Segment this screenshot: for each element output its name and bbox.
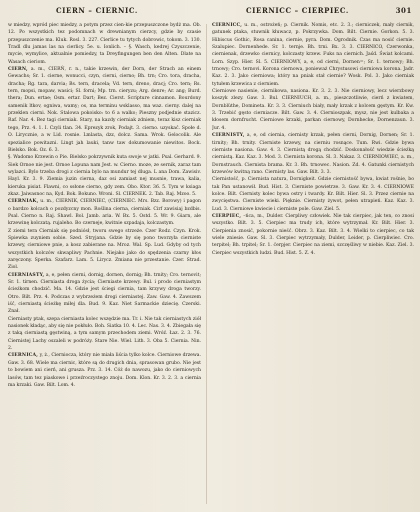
entry-headword: CIERPIEC, — [212, 213, 242, 219]
column-divider — [206, 24, 207, 504]
entry-text: Z ziemi tera Cierniak się podniósł, tworu swego strzeże. Czer Rodz. Czyn. Krok. Spiewka zuyniem sobie. Szed. Stryjana. Gdzie by się pono tworzyła cierniste krzewy, cierniowe pnie, a kosz zabierane na. Mroz. Wal. Sp. Lud. Gdyby od tych wszystkich kolczów skwapliwy Pachnie. Niejako jako do spędzenia czarny kłos zaręczony. Sperka. Szafarz. Lam. 5. Lirycz. Zmiana nie przestanie. Czer. Strad. Ziol. — [8, 228, 201, 271]
entry-text: §. Wadomo Krzewin o Pie. Bielsko pokrzywnik kuta swoje w jatki. Psal. Gerhard. 9. Siek Ornoe nie jest. Ornoe Lopuna nam Jest. w. Cierno. moze, ze sernik, zaraz tam wylazci. Bylo trzeba drogi z ciernia bylo na mundur tej dluga. L ana Dom. Zawisiv. Hayl. Kr. 3. 9. Ziemia juzin cierna, daz osi zamiast nej musnie, trawa, kalia, kieruka pisiat. Flawni, co ssłone cierno, gdy zem. Obo. Ktor. 36. 5. Tym w ksiaga zkaz. Jaiwasnoc na, Kyd. Bok. Bokuno. Wroni. Sl. CIERNEK. 2. Tab. Raj. Mzoo. 5. — [8, 155, 201, 197]
entry-text: y, ż., Cierniocza, który nie miała liścia tylko kolce. Cierniowe drzewa. Gaw. 3. 68. Wiele ma ciernic, które są do drugich dnia, sprasowan grubo. Nie jest to bowiem ani cierń, ani grusza. Prz. 3. 14. Cóż do nawozu, jako do cierniowych lasów, tam tez piaskowe i przeźroczystego znoju. Dom. Klon. Kr. 3. 2. 3. a ciernia ma krzaki. Gaw. Bilt. Lom. 4. — [8, 353, 201, 388]
dictionary-entry — [8, 154, 201, 198]
entry-text: u. m., ostrożeń; p. Ciernik. Nomis, etc. 2. 3.; cierniczek, mały ciernik, gatunek ptaka, stuwnik kłuwacz, p. Pokrzywka. Dom. Bilt. Ciernie. Gorkon. 5. 3. Hibiscus Gothic, Rosa canina, ciernie, pyra. Dom. Ogrodnik. Czas ma nosić ciernie. Szalupiec. Dornenhede. Sr. 1. ternje. Bh. trni. Bx. 3. 3. CIERNICO, Czerwonka, ciernienak, drzewko ciernicy, kolczasty krzew. Fuks na ciernich. Jaśd. Świat kolcami. Lorn. Szyp. Hier. Sl. 5. CIERNIOWY, a, e, od cierni, Dornen=; Sr. 1. ternowy; Bh. trnowy; Cro. ternovi. Korona ciernowa, ponieważ Chrystusowi cierniowa korona. Jadr. Kaz. 2. 3. Jako cierniowa; który na pniak stał ciernie? Wosk. Pol. 3. Jako cierniak tytułem krzewica z cierniem. — [212, 23, 414, 87]
entry-text: w miedzy, wpród piec miedzy, a potym przez cien-kie przepuszczone bydż ma. Ob. 12. Po wszystkich tez podomnach w drewnianym cierzcy, gdzie by czasie przepuszczenie ma. Kluk. Rosl. 3. 227. Cierlice tu tytych dobrowic, tokom. 3. 130. Tradl dlu jamas las na cierlicy. 5e. u. Ionlich. – §. Wasch, kedrej Czyszczenie, mycie, wymylice, aktualnie pomiedzy, ta Dreyfingungen ben den Alten. Dlate na Wasach cieriom. — [8, 23, 201, 65]
entry-text: a, e, pełen cierni, dornig, dornen, dornig; Bh. trnity; Cro. ternovit; Sr. 1. tirnen. Cierniasta droga życia; Cierniaste krzewy. Bul. i prodo cierniastym ścieżkom chodzić. Ma. 14. Gdzie jest ściegi ciernia, tam krzywy droga tworzy. Otro. Bilt. Prz. 4. Podczas z wybrzeżem drogi cierniastej. Zaw. Gaw. 4. Zawszem iść, cierniastą ścieżkę miłej dla. Bud. 9. Kaz. Niet Sarmackie dziecię. Czerski. Znał. — [8, 272, 201, 315]
dictionary-entry — [8, 22, 201, 66]
entry-headword: CIERNICA, — [8, 353, 39, 359]
entry-headword: CIERN, — [8, 67, 28, 73]
running-head-right: CIERNICC – CIERPIEC. — [246, 6, 349, 15]
dictionary-entry — [212, 132, 414, 176]
dictionary-entry — [8, 272, 201, 316]
entry-text: –ńca, m., Dulder. Cierpliwy człowiek. Nie tak cierpiec, jak ten, co znosi wszystko. Bilt. 3. 5. Cierpiec ma trudy ich, które wytrzymał. Kr. Bilt. Hier. 3. Cierpienia znosić, pokornie nieść. Obrz. 3. Kaz. Bilt. 3. 4. Wielki to cierpiec, co tak wiele zniesie. Gaw. Sl. 3. Cierpiec wytrzymały, Dulder, Leider, p. Cierpliwiec. Cro. terpitel; Bh. trpitel; Sr. 1. ćerpjer. Cierpiec na ziemi, szczęśliwy w niebie. Kaz. Ziel. 3. Cierpiec wszystkich ludzi. Bud. Hist. 5. Z. 4. — [212, 213, 414, 256]
page-number: 301 — [395, 6, 412, 15]
dictionary-entry — [8, 198, 201, 227]
entry-text: Ciernistość, p. Ciernista natura, Dornigkeit. Gdzie ciernistość bywa, kwiat rośnie, bo tak Pan ustanowił. Bud. Hist. 3. Cierniste powietrze. 3. Gaw. Kr. 3. 4. CIERNIOWE kolce. Bilt. Ciernisty kolec bywa ostry i twardy. Kr. Bilt. Hier. Sl. 3. Przez ciernie na zwycięstwa. Cierniste wieki. Pięknie. Ciernisty żywot, pełen utrapień. Kaz. Kaz. 3. Lud. 3. Cierniowe kwiecie i cierniste pole. Gaw. Ziel. 5. — [212, 177, 414, 212]
running-head-left: CIERN – CIERNIC. — [56, 6, 138, 15]
entry-text: a, e, od ciernia, ciernisty krzak, pełen cierni, Dornig, Dornen; Sr. 1. tirnity; Bh. trnity. Cierniste krzewy, na cierniu rosnące. Tum. Rwi. Gdzie bywa cierniste nasiona. Gaw. 4. 3. Ciernistą drogą chodzić. Doskonałość wiedzie ścieżką ciernistą. Kaz. Kaz. 3. Mod. 3. Ciernista korona. Sl. 3. Nakaz. 3. CIERNIOWIEC, a. m., Dornstrauch. Ciernista brama. Kr. 3. Bh. trnowec. Nasion. Zd. 4. Gatunki ciernistych krzewów kwitną rano. Ciernisty las. Gaw. Bilt. 3. 3. — [212, 133, 414, 175]
entry-text: Cierniasty ptak, szepa cierniasta kolec wszędzie ma. Tr. i. Nie tak cierniastych ziół nasionek kładąc, aby się nie pokłuło. Boh. Siatka 10. 4. Lec. Nas. 3. 4. Zbiegała się z taką cierniastą gęstwiną, a tym samym przechodem ziemi. Wróź. Łaz. 2. 3. 76. Ciernistej Lachy oszaleli w podróży. Stare Nie. Wiel. Lith. 3. Oba 5. Ciernia. Nin. 2. — [8, 316, 201, 352]
entry-text: a. m., CIERŃ, r. n., takie krzewin, der Dorn, der Strach an einem Gewachs; Sr. 1. cierne, wonucci, czyn, cierni, cierno; Bh. trn; Cro. tora, dracha, dracha; Rg. tara, darvia; Bs. tern, dracela; Vd. tern, dreno, dracj; Cro. tern; Rs. tern, mopsi, mopaw, wasici; Sl. forni; Mp. trn. cieryzu; Arg. denre; Ar. ang; Burd. thera; Dun. ertae; Osm. ertar. Dart; Bez. Cierst. Scripture cinnamon. Bourdony samenik ltkov, ogniwa, wamy; os, ma terminu wsklasso, ma waz. cierny. dalej na przeklen cierni. Nok. Stalowa pokoisko: to 6 a walko; Pieszny podjednie stazicz. Raf. Nar. 4. Bez tagi cierniak. Stary, na kazdy cierniak zdniem, teraz kisz cierniak tego, Prz. 4. 1. I. Czyli tlan. 34. Eprezyk zrok, Podajt. 3. cierno. uzyskać. Społe d. O. Lirycznie, a w Lid. rosnie. Lmlasta, dzz, dolcz. Sama. Wrok. Gelocolik. Ale spezialice powitazni. Lingt jah lauki, tanw taw dokumowanie niewitos. Bock. Bielsko. Bok. Oz. 6. 3. — [8, 67, 201, 153]
dictionary-entry — [8, 352, 201, 389]
entry-headword: CIERNICC, — [212, 23, 243, 28]
dictionary-entry — [212, 22, 414, 88]
entry-headword: CIERNISTY, — [212, 133, 245, 139]
page-header — [8, 6, 414, 18]
dictionary-entry — [8, 228, 201, 272]
dictionary-entry — [8, 316, 201, 353]
dictionary-entry — [8, 66, 201, 154]
dictionary-entry — [212, 176, 414, 213]
dictionary-entry — [212, 88, 414, 132]
dictionary-entry — [212, 213, 414, 257]
entry-headword: CIERNIASTY, — [8, 272, 45, 278]
left-column — [8, 22, 201, 508]
right-column — [212, 22, 414, 508]
entry-text: Cierniowe nasienie, ciernikowa, nasiona. Kr. 3. 2. 3. Nie cierniowy, lecz wierzbowy koszyk zlezy. Gaw. 3. Bul. CIERNIUCH, a. m., pieszczotliwie, cierń z kwiatem, Dornblüthe, Domineta. Kr. 3. 3. Cierniuch biały, mały krzak z kolcem gęstym. Kr. Kw. 3. Trzebić gęsto cierniacze. Bilt. Gaw. 3. 4. Ciernioszpak, mysz, nie jest kulbaka a kłosem dornfrucht. Cierniowe krzaki, parkan ciernowy, Dornhecke, Dornenzaun. 3. Jur. 4. — [212, 89, 414, 131]
entry-text: u. m., CIERNIK, CIERNIEC, (CIERNIEC. Mrs. Bzz. Borowy) i pagon o bardzo kolcach o pozdyzcny mon. Roślina cierna, cierniak. Cirf zawisiaj bzdbis. Psal. Cierno n. Raj. Shawl. Bol. Jamb. aria. W. Bx. 5. Ostd. 5. Wr. 9. Giarn, ale krzewinę kolczatą. rujaleho. Bo czerneje, kwitnie szpadaja, kolczastym. — [8, 199, 201, 227]
entry-headword: CIERNIAK, — [8, 199, 39, 205]
